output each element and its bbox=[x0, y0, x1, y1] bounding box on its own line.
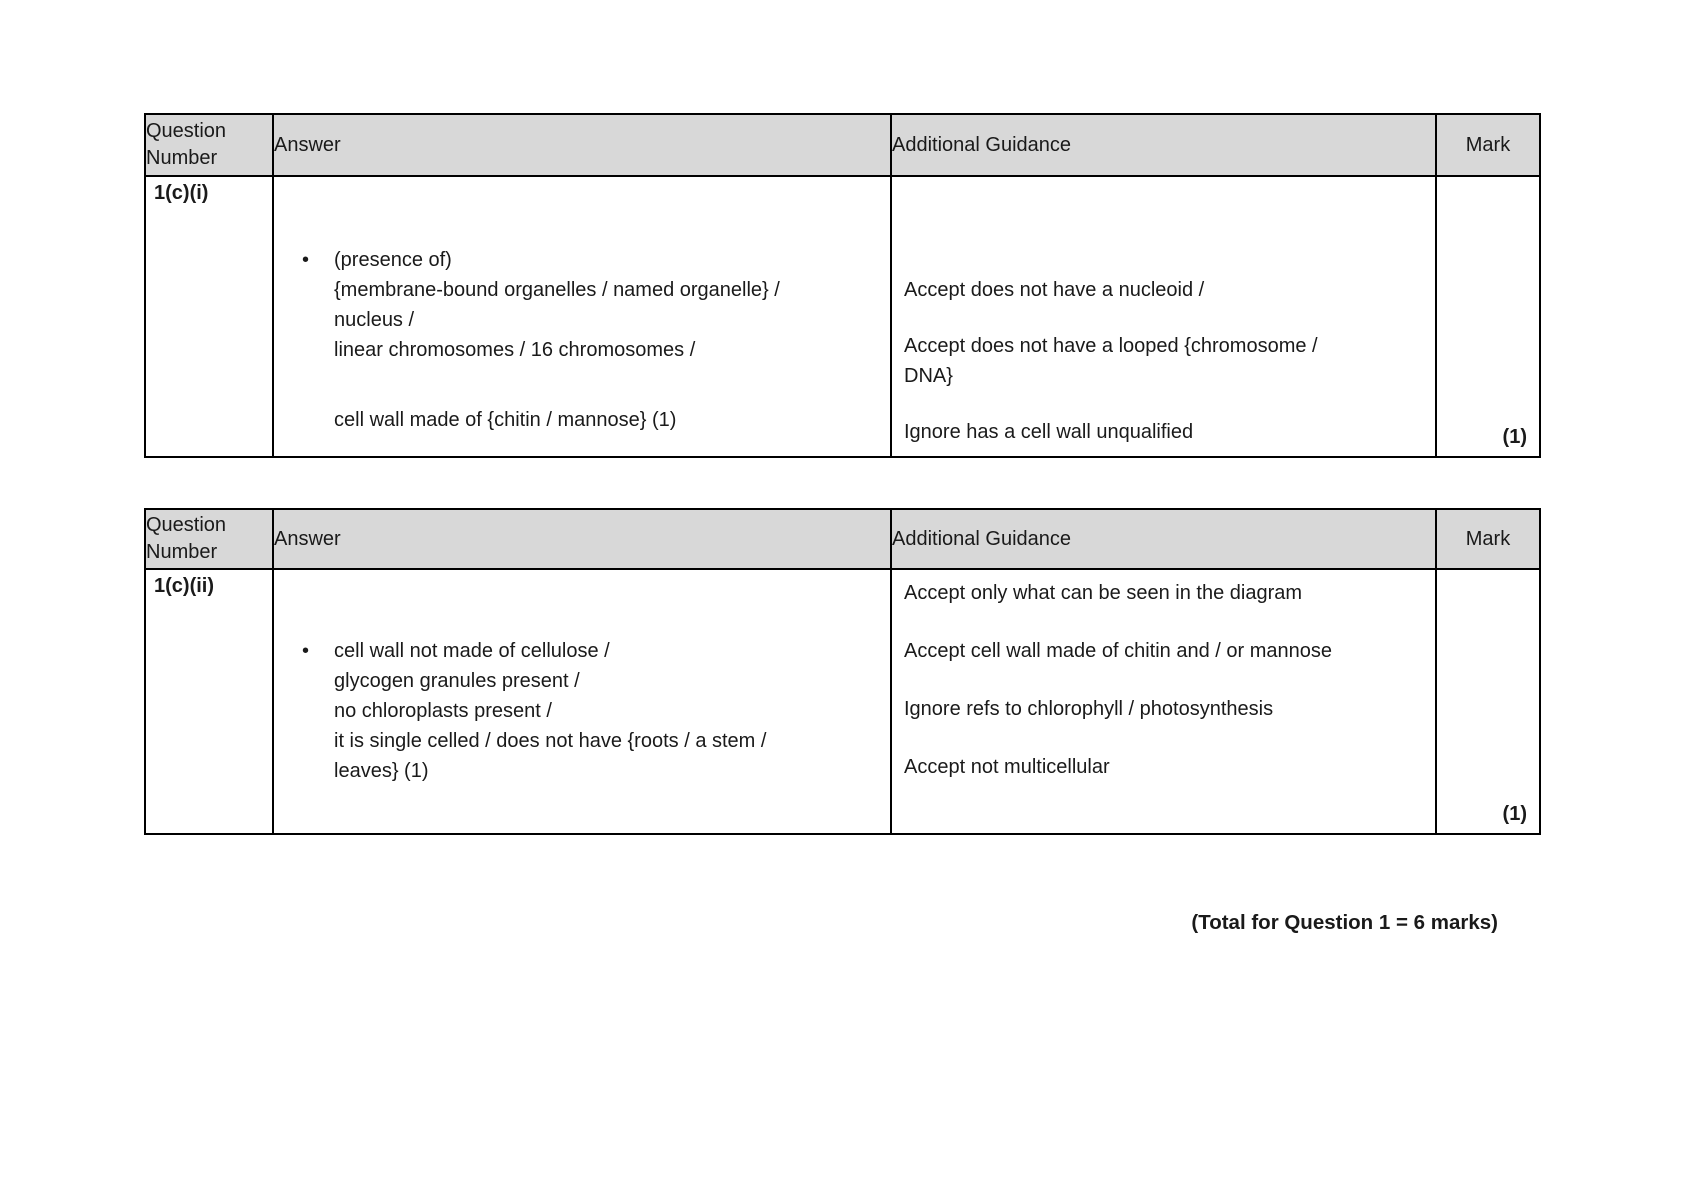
header-mark: Mark bbox=[1436, 114, 1540, 176]
question-total-label: (Total for Question 1 = 6 marks) bbox=[1191, 911, 1498, 934]
answer-lines bbox=[334, 636, 882, 786]
guidance-cell bbox=[891, 176, 1436, 457]
blank-line bbox=[904, 391, 1421, 417]
answer-bullet-item bbox=[302, 245, 882, 435]
answer-bullet-item bbox=[302, 636, 882, 786]
header-question-number: Question Number bbox=[145, 509, 273, 569]
answer-line: nucleus / bbox=[334, 309, 415, 331]
mark-value: (1) bbox=[1502, 803, 1527, 825]
answer-line: glycogen granules present / bbox=[334, 670, 580, 692]
mark-cell bbox=[1436, 569, 1540, 834]
bullet-icon: • bbox=[302, 249, 310, 271]
mark-value: (1) bbox=[1502, 426, 1527, 448]
question-number: 1(c)(i) bbox=[145, 176, 273, 457]
bullet-icon: • bbox=[302, 640, 310, 662]
blank-line bbox=[904, 666, 1421, 694]
answer-line: it is single celled / does not have {roots / a stem / bbox=[334, 730, 767, 752]
answer-cell bbox=[273, 569, 891, 834]
header-answer: Answer bbox=[273, 509, 891, 569]
answer-line: cell wall not made of cellulose / bbox=[334, 640, 610, 662]
header-additional-guidance: Additional Guidance bbox=[891, 114, 1436, 176]
table-header-row bbox=[145, 509, 1540, 569]
guidance-line: DNA} bbox=[904, 365, 953, 387]
answer-cell bbox=[273, 176, 891, 457]
mark-scheme-table-1cii bbox=[144, 508, 1541, 835]
header-question-number: Question Number bbox=[145, 114, 273, 176]
guidance-line: Ignore refs to chlorophyll / photosynthesis bbox=[904, 698, 1274, 720]
blank-line bbox=[904, 608, 1421, 636]
blank-line bbox=[904, 305, 1421, 331]
table-body-row bbox=[145, 569, 1540, 834]
question-number: 1(c)(ii) bbox=[145, 569, 273, 834]
answer-line: {membrane-bound organelles / named organelle} / bbox=[334, 279, 780, 301]
header-answer: Answer bbox=[273, 114, 891, 176]
blank-line bbox=[334, 365, 882, 405]
answer-line: no chloroplasts present / bbox=[334, 700, 552, 722]
blank-line bbox=[904, 724, 1421, 752]
table-header-row bbox=[145, 114, 1540, 176]
guidance-line: Accept only what can be seen in the diagram bbox=[904, 582, 1303, 604]
answer-line: leaves} (1) bbox=[334, 760, 429, 782]
mark-scheme-table-1ci bbox=[144, 113, 1541, 458]
guidance-line: Accept does not have a looped {chromosome / bbox=[904, 335, 1318, 357]
answer-line: linear chromosomes / 16 chromosomes / bbox=[334, 339, 696, 361]
answer-lines bbox=[334, 245, 882, 435]
guidance-cell bbox=[891, 569, 1436, 834]
guidance-line: Accept does not have a nucleoid / bbox=[904, 279, 1205, 301]
header-additional-guidance: Additional Guidance bbox=[891, 509, 1436, 569]
mark-cell bbox=[1436, 176, 1540, 457]
header-mark: Mark bbox=[1436, 509, 1540, 569]
guidance-line: Ignore has a cell wall unqualified bbox=[904, 421, 1194, 443]
answer-line: (presence of) bbox=[334, 249, 452, 271]
guidance-line: Accept not multicellular bbox=[904, 756, 1110, 778]
guidance-line: Accept cell wall made of chitin and / or mannose bbox=[904, 640, 1332, 662]
table-body-row bbox=[145, 176, 1540, 457]
answer-line: cell wall made of {chitin / mannose} (1) bbox=[334, 409, 677, 431]
